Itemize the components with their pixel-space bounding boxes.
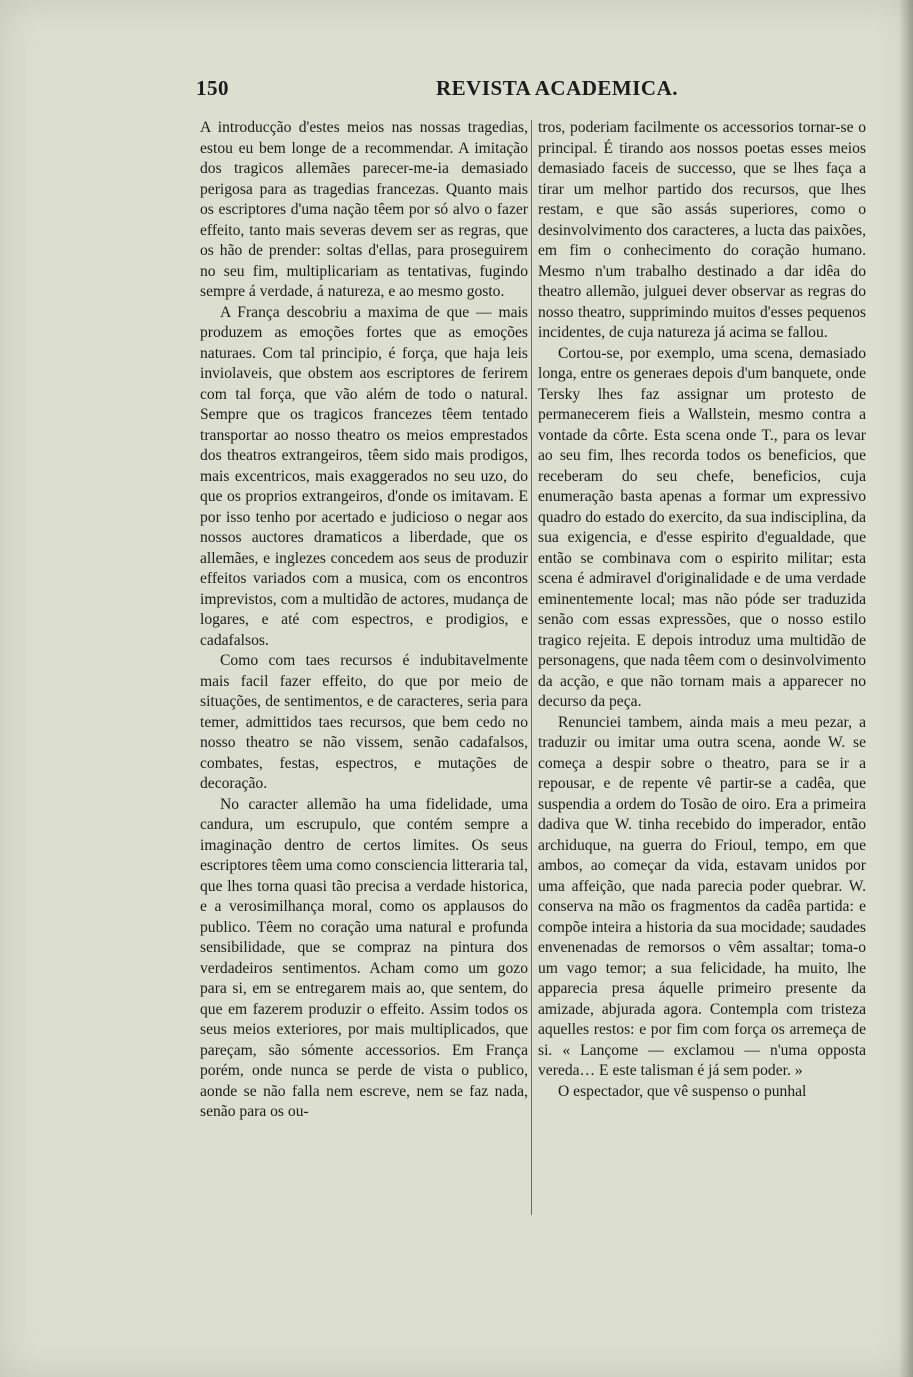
paragraph: A França descobriu a maxima de que — mais produzem as emoções fortes que as emoções naturaes. Com tal principio, é força, que haja leis inviolaveis, que obstem aos escriptores de ferirem com tal força, que vão além de todo o natural. Sempre que os tragicos francezes têem tentado transportar ao nosso theatro os meios emprestados dos theatros extrangeiros, têem sido mais prodigos, mais excentricos, mais exaggerados no seu uzo, do que os proprios extrangeiros, d'onde os imitavam. E por isso tenho por acertado e judicioso o negar aos nossos auctores dramaticos a liberdade, que os allemães, e inglezes concedem aos seus de produzir effeitos variados com a musica, com os encontros imprevistos, com a multidão de actores, mudança de logares, e até com espectros, e prodigios, e cadafalsos. — [200, 303, 528, 649]
column-divider — [531, 120, 532, 1215]
paragraph: O espectador, que vê suspenso o punhal — [558, 1082, 807, 1100]
paragraph: tros, poderiam facilmente os accessorios tornar-se o principal. É tirando aos nossos poetas esses meios demasiado faceis de successo, que se lhes faça a tirar um melhor partido dos recursos, que lhes restam, e que são assás superiores, como o desinvolvimento dos caracteres, a lucta das paixões, em fim o conhecimento do coração humano. Mesmo n'um trabalho destinado a dar idêa do theatro allemão, julguei dever observar as regras do nosso theatro, supprimindo muitos d'esses pequenos incidentes, de cuja natureza já acima se fallou. — [538, 119, 866, 341]
page-number: 150 — [196, 76, 229, 100]
paragraph: Cortou-se, por exemplo, uma scena, demasiado longa, entre os generaes depois d'um banquete, onde Tersky lhes faz assignar um protesto de permanecerem fieis a Wallstein, mesmo contra a vontade da côrte. Esta scena onde T., para os levar ao seu fim, lhes recorda todos os beneficios, que receberam do seu chefe, beneficios, cuja enumeração basta apenas a formar um expressivo quadro do estado do exercito, da sua indisciplina, da sua exigencia, e d'esse espirito d'egualdade, que então se combinava com o espirito militar; esta scena é admiravel d'originalidade e de uma verdade eminentemente local; mas não póde ser traduzida senão com essas expressões, que o nosso estilo tragico rejeita. E depois introduz uma multidão de personagens, que nada têem com o desinvolvimento da acção, e que não tornam mais a apparecer no decurso da peça. — [538, 344, 866, 710]
page-edge-shadow — [899, 0, 913, 1377]
paragraph: Como com taes recursos é indubitavelmente mais facil fazer effeito, do que por meio de situações, de sentimentos, e de caracteres, seria para temer, admittidos taes recursos, que bem cedo no nosso theatro se não vissem, senão cadafalsos, combates, festas, espectros, e mutações de decoração. — [200, 652, 528, 792]
left-column — [200, 118, 528, 1123]
running-title: REVISTA ACADEMICA. — [436, 76, 678, 100]
page-header — [196, 76, 866, 106]
paragraph: Renunciei tambem, ainda mais a meu pezar, a traduzir ou imitar uma outra scena, aonde W. se começa a despir sobre o theatro, para se ir a repousar, e de repente vê partir-se a cadêa, que suspendia a ordem do Tosão de oiro. Era a primeira dadiva que W. tinha recebido do imperador, então archiduque, na guerra do Frioul, tempo, em que ambos, ao começar da vida, estavam unidos por uma affeição, que nada parecia poder quebrar. W. conserva na mão os fragmentos da cadêa partida: e compõe inteira a historia da sua mocidade; saudades envenenadas de remorsos o vêm assaltar; toma-o um vago temor; a sua felicidade, ha muito, lhe apparecia presa áquelle primeiro presente da amizade, abjurada agora. Contempla com tristeza aquelles restos: e por fim com força os arremeça de si. « Lançome — exclamou — n'uma opposta vereda… E este talisman é já sem poder. » — [538, 713, 866, 1079]
right-column — [538, 118, 866, 1102]
paragraph: No caracter allemão ha uma fidelidade, uma candura, um escrupulo, que contém sempre a imaginação dentro de certos limites. Os seus escriptores têem uma como consciencia litteraria tal, que lhes torna quasi tão precisa a verdade historica, e a verosimilhança moral, como os applausos do publico. Têem no coração uma natural e profunda sensibilidade, que se compraz na pintura dos verdadeiros sentimentos. Acham como um gozo para si, em se entregarem mais ao, que sentem, do que em fazerem produzir o effeito. Assim todos os seus meios exteriores, por mais multiplicados, que pareçam, são sómente accessorios. Em França porém, onde nunca se perde de vista o publico, aonde se não falla nem escreve, nem se faz nada, senão para os ou- — [200, 795, 528, 1120]
paragraph: A introducção d'estes meios nas nossas tragedias, estou eu bem longe de a recommendar. A imitação dos tragicos allemães parecer-me-ia demasiado perigosa para as tragedias francezas. Quanto mais os escriptores d'uma nação têem por só alvo o fazer effeito, tanto mais severas devem ser as regras, que os hão de prender: soltas d'ellas, para proseguirem no seu fim, multiplicariam as tentativas, fugindo sempre á verdade, á natureza, e ao mesmo gosto. — [200, 119, 528, 300]
